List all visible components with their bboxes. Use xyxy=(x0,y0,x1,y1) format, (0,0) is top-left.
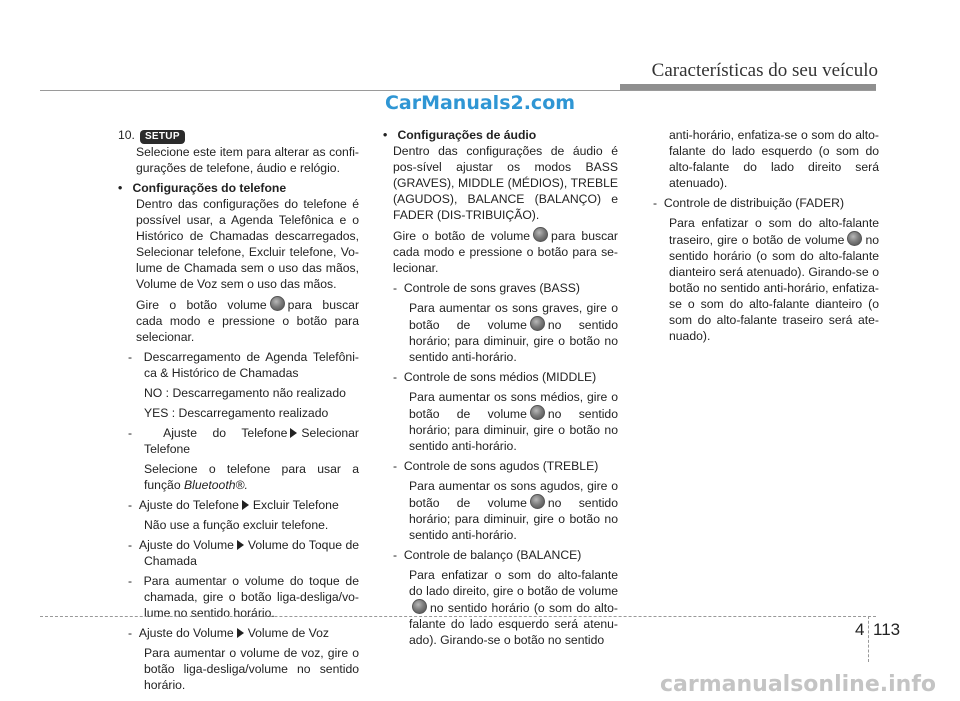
volume-knob-icon xyxy=(530,494,545,509)
watermark-top: CarManuals2.com xyxy=(384,92,576,114)
voice-volume-item: - Ajuste do Volume Volume de Voz xyxy=(128,626,330,640)
setup-button-icon: SETUP xyxy=(140,130,185,144)
phone-settings-heading: • Configurações do telefone xyxy=(118,181,287,195)
bass-desc: Para aumentar os sons graves, gire o botão de volume no sentido horário; para diminuir, gire o botão no sentido anti-horário. xyxy=(409,301,618,364)
middle-desc: Para aumentar os sons médios, gire o botão de volume no sentido horário; para diminuir, gire o botão no sentido anti-horário. xyxy=(409,390,618,453)
audio-settings-heading: • Configurações de áudio xyxy=(383,128,537,142)
audio-knob-paragraph: Gire o botão de volume para buscar cada modo e pressione o botão para se-lecionar. xyxy=(393,229,618,275)
column-1 xyxy=(118,127,359,693)
fader-desc: Para enfatizar o som do alto-falante traseiro, gire o botão de volume no sentido horário (o som do alto-falante dianteiro será atenuado). Girando-se o botão no sentido anti-horário, enfatiza-se o som do alto-falante dianteiro (o som do alto-falante traseiro será ate-nuado). xyxy=(669,216,879,343)
arrow-right-icon xyxy=(242,500,249,510)
balance-item: - Controle de balanço (BALANCE) xyxy=(393,548,582,562)
download-yes: YES : Descarregamento realizado xyxy=(144,406,329,420)
header-rule xyxy=(40,90,876,91)
item-10-number: 10. xyxy=(118,128,135,142)
download-no: NO : Descarregamento não realizado xyxy=(144,386,346,400)
footer-divider xyxy=(868,616,869,662)
page-header-title: Características do seu veículo xyxy=(651,60,878,81)
footer-rule xyxy=(40,616,876,617)
watermark-bottom: carmanualsonline.info xyxy=(660,672,936,697)
column-3 xyxy=(655,127,879,344)
middle-item: - Controle de sons médios (MIDDLE) xyxy=(393,370,597,384)
treble-item: - Controle de sons agudos (TREBLE) xyxy=(393,459,599,473)
select-phone-desc: Selecione o telefone para usar a função Bluetooth®. xyxy=(144,462,359,492)
column-2 xyxy=(383,127,618,648)
arrow-right-icon xyxy=(237,628,244,638)
volume-knob-icon xyxy=(533,227,548,242)
download-item: - Descarregamento de Agenda Telefôni-ca & Histórico de Chamadas xyxy=(128,350,359,380)
treble-desc: Para aumentar os sons agudos, gire o botão de volume no sentido horário; para diminuir, gire o botão no sentido anti-horário. xyxy=(409,479,618,542)
delete-phone-desc: Não use a função excluir telefone. xyxy=(144,518,329,532)
bass-item: - Controle de sons graves (BASS) xyxy=(393,281,580,295)
ring-volume-item: - Ajuste do Volume Volume do Toque de Chamada xyxy=(128,538,359,568)
page-number: 113 xyxy=(873,620,901,639)
fader-item: - Controle de distribuição (FADER) xyxy=(653,196,845,210)
phone-knob-paragraph: Gire o botão volume para buscar cada modo e pressione o botão para selecionar. xyxy=(136,298,360,344)
voice-volume-desc: Para aumentar o volume de voz, gire o botão liga-desliga/volume no sentido horário. xyxy=(144,646,359,692)
item-10-text: Selecione este item para alterar as confi-gurações de telefone, áudio e relógio. xyxy=(136,145,359,175)
ring-volume-desc: - Para aumentar o volume do toque de chamada, gire o botão liga-desliga/vo-lume no sentido horário. xyxy=(128,574,359,620)
volume-knob-icon xyxy=(412,599,427,614)
arrow-right-icon xyxy=(237,540,244,550)
delete-phone-item: - Ajuste do Telefone Excluir Telefone xyxy=(128,498,339,512)
volume-knob-icon xyxy=(530,316,545,331)
audio-settings-paragraph: Dentro das configurações de áudio é pos-sível ajustar os modos BASS (GRAVES), MIDDLE (MÉDIOS), TREBLE (AGUDOS), BALANCE (BALANÇO) e FADER (DIS-TRIBUIÇÃO). xyxy=(393,144,618,222)
volume-knob-icon xyxy=(270,296,285,311)
balance-desc-continued: anti-horário, enfatiza-se o som do alto-falante do lado esquerdo (o som do alto-falante do lado direito será atenuado). xyxy=(669,128,879,190)
balance-desc: Para enfatizar o som do alto-falante do lado direito, gire o botão de volumeno sentido horário (o som do alto-falante do lado esquerdo será atenu-ado). Girando-se o botão no sentido xyxy=(409,568,618,647)
volume-knob-icon xyxy=(847,231,862,246)
chapter-number: 4 xyxy=(855,620,865,639)
arrow-right-icon xyxy=(290,428,297,438)
phone-settings-paragraph: Dentro das configurações do telefone é possível usar, a Agenda Telefônica e o Histórico de Chamadas descarregados, Selecionar telefone, Excluir telefone, Vo-lume de Chamada sem o uso das mãos, Volume de Voz sem o uso das mãos. xyxy=(136,197,359,291)
item-10-heading xyxy=(118,127,359,144)
select-phone-item: - Ajuste do Telefone Selecionar Telefone xyxy=(128,426,359,456)
volume-knob-icon xyxy=(530,405,545,420)
